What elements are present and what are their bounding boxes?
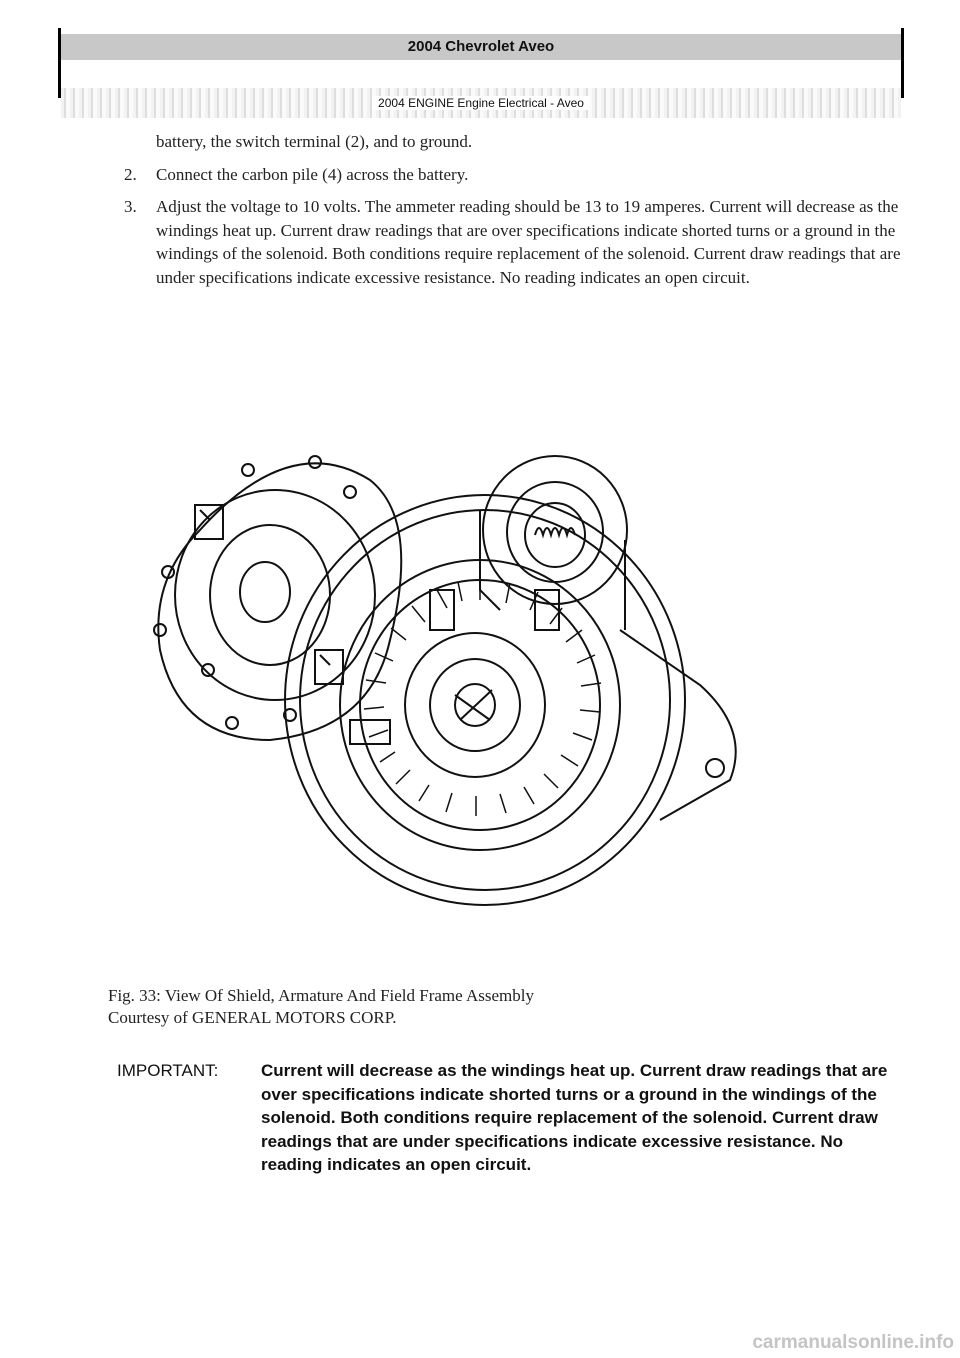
starter-assembly-illustration (140, 440, 760, 910)
watermark: carmanualsonline.info (752, 1332, 954, 1353)
step-2 (110, 163, 910, 187)
important-text: Current will decrease as the windings heat up. Current draw readings that are over specifications indicate shorted turns or a ground in the windings of the solenoid. Both conditions require replacement of the solenoid. Current draw readings that are under specifications indicate excessive resistance. No reading indicates an open circuit. (261, 1061, 888, 1174)
figure-caption-credit: Courtesy of GENERAL MOTORS CORP. (108, 1008, 397, 1027)
header-subtitle: 2004 ENGINE Engine Electrical - Aveo (372, 96, 590, 110)
figure-caption (108, 985, 908, 1029)
step-text: Adjust the voltage to 10 volts. The ammeter reading should be 13 to 19 amperes. Current will decrease as the windings heat up. Current draw readings that are over specifications indicate shorted turns or a ground in the windings of the solenoid. Both conditions require replacement of the solenoid. Current draw readings that are under specifications indicate excessive resistance. No reading indicates an open circuit. (156, 197, 901, 287)
header-subtitle-bar (61, 88, 901, 118)
important-label: IMPORTANT: (117, 1061, 219, 1080)
step-text: Connect the carbon pile (4) across the battery. (156, 164, 469, 184)
procedure-steps (110, 130, 910, 298)
step-text: battery, the switch terminal (2), and to ground. (156, 132, 473, 151)
figure-caption-title: Fig. 33: View Of Shield, Armature And Field Frame Assembly (108, 986, 535, 1005)
header-title: 2004 Chevrolet Aveo (61, 34, 901, 60)
page-header (58, 28, 904, 110)
step-number: 2. (124, 164, 137, 184)
step-3 (110, 195, 910, 289)
step-continuation (110, 130, 910, 154)
step-number: 3. (124, 197, 137, 216)
